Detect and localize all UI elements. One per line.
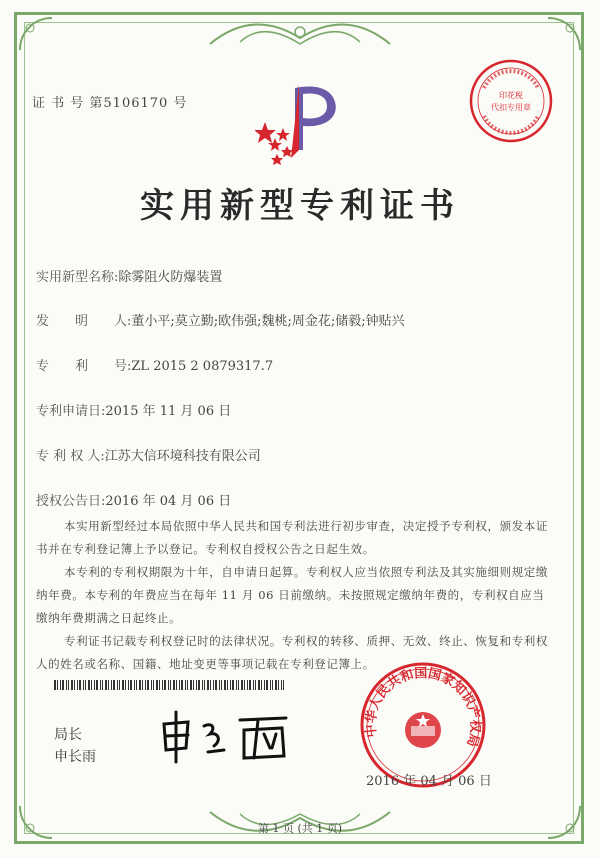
barcode-bar [241, 680, 243, 690]
field-label: 专利申请日: [36, 404, 106, 419]
barcode-bar [210, 680, 211, 690]
barcode-bar [187, 680, 188, 690]
barcode-bar [147, 680, 149, 690]
barcode-bar [77, 680, 78, 690]
barcode-bar [283, 680, 284, 690]
barcode-bar [224, 680, 226, 690]
barcode-bar [125, 680, 126, 690]
barcode-bar [85, 680, 86, 690]
barcode-bar [181, 680, 183, 690]
barcode-bar [128, 680, 129, 690]
barcode-bar [281, 680, 282, 690]
barcode-bar [153, 680, 154, 690]
field-label: 专 利 权 人: [36, 449, 105, 464]
body-paragraph-3: 专利证书记载专利权登记时的法律状况。专利权的转移、质押、无效、终止、恢复和专利权人的姓名或名称、国籍、地址变更等事项记载在专利登记簿上。 [36, 634, 548, 671]
field-value: 2016 年 04 月 06 日 [105, 494, 232, 509]
barcode-bar [249, 680, 251, 690]
barcode-bar [207, 680, 209, 690]
barcode-bar [102, 680, 103, 690]
barcode-bar [176, 680, 177, 690]
field-label: 发 明 人: [36, 314, 132, 329]
handwritten-signature [158, 708, 298, 764]
barcode-bar [94, 680, 95, 690]
barcode-bar [213, 680, 214, 690]
top-ornament [200, 14, 400, 52]
field-patent-number [36, 355, 273, 374]
barcode-bar [264, 680, 265, 690]
field-label: 授权公告日: [36, 494, 106, 509]
body-paragraph-2: 本专利的专利权期限为十年，自申请日起算。专利权人应当依照专利法及其实施细则规定缴纳年费。本专利的年费应当在每年 11 月 06 日前缴纳。未按照规定缴纳年费的，专利权自应当缴纳年费期满之日起终止。 [36, 565, 548, 625]
field-value: ZL 2015 2 0879317.7 [131, 359, 274, 374]
field-application-date [36, 400, 231, 419]
barcode-bar [236, 680, 237, 690]
barcode-bar [227, 680, 228, 690]
barcode [54, 680, 284, 690]
barcode-bar [142, 680, 143, 690]
body-paragraph-1: 本实用新型经过本局依照中华人民共和国专利法进行初步审查，决定授予专利权，颁发本证书并在专利登记簿上予以登记。专利权自授权公告之日起生效。 [36, 519, 548, 556]
signature-name: 申长雨 [54, 749, 96, 765]
field-label: 专 利 号: [36, 359, 132, 374]
barcode-bar [196, 680, 197, 690]
barcode-bar [136, 680, 137, 690]
barcode-bar [173, 680, 175, 690]
barcode-bar [215, 680, 217, 690]
barcode-bar [253, 680, 254, 690]
patent-office-logo [255, 80, 345, 165]
barcode-bar [270, 680, 271, 690]
issue-date: 2016 年 04 月 06 日 [366, 774, 492, 789]
barcode-bar [164, 680, 166, 690]
barcode-bar [244, 680, 245, 690]
certificate-number: 证 书 号 第5106170 号 [32, 96, 188, 111]
signature-title: 局长 [54, 727, 82, 743]
barcode-bar [60, 680, 61, 690]
barcode-bar [232, 680, 234, 690]
barcode-bar [258, 680, 260, 690]
barcode-bar [117, 680, 118, 690]
corner-ornament-tl [16, 14, 56, 54]
barcode-bar [261, 680, 262, 690]
field-value: 2015 年 11 月 06 日 [105, 404, 232, 419]
barcode-bar [57, 680, 58, 690]
corner-ornament-tr [544, 14, 584, 54]
barcode-bar [119, 680, 120, 690]
barcode-bar [202, 680, 203, 690]
barcode-bar [230, 680, 231, 690]
field-utility-name [36, 266, 222, 285]
barcode-bar [272, 680, 273, 690]
barcode-bar [91, 680, 92, 690]
barcode-bar [193, 680, 194, 690]
barcode-bar [198, 680, 200, 690]
certificate-body [36, 515, 556, 676]
barcode-bar [238, 680, 239, 690]
barcode-bar [96, 680, 98, 690]
barcode-bar [266, 680, 268, 690]
barcode-bar [278, 680, 279, 690]
barcode-bar [62, 680, 64, 690]
barcode-bar [168, 680, 169, 690]
barcode-bar [255, 680, 256, 690]
barcode-bar [74, 680, 75, 690]
barcode-bar [145, 680, 146, 690]
barcode-bar [151, 680, 152, 690]
tax-stamp [468, 58, 554, 144]
field-label: 实用新型名称: [36, 270, 119, 285]
barcode-bar [162, 680, 163, 690]
barcode-bar [139, 680, 141, 690]
barcode-bar [100, 680, 101, 690]
barcode-bar [134, 680, 135, 690]
field-value: 董小平;莫立勤;欧伟强;魏桃;周金花;储毅;钟贴兴 [131, 314, 405, 329]
svg-text:印花税: 印花税 [499, 91, 523, 100]
barcode-bar [105, 680, 107, 690]
barcode-bar [113, 680, 115, 690]
field-patentee [36, 445, 261, 464]
barcode-bar [170, 680, 171, 690]
barcode-bar [275, 680, 277, 690]
barcode-bar [159, 680, 160, 690]
barcode-bar [190, 680, 192, 690]
barcode-bar [108, 680, 109, 690]
field-value: 除雾阻火防爆装置 [118, 270, 223, 285]
barcode-bar [71, 680, 73, 690]
barcode-bar [54, 680, 56, 690]
barcode-bar [66, 680, 67, 690]
barcode-bar [179, 680, 180, 690]
barcode-bar [156, 680, 158, 690]
svg-text:代扣专用章: 代扣专用章 [491, 103, 531, 112]
barcode-bar [185, 680, 186, 690]
barcode-bar [204, 680, 205, 690]
barcode-bar [83, 680, 84, 690]
barcode-bar [79, 680, 81, 690]
barcode-bar [122, 680, 124, 690]
barcode-bar [130, 680, 132, 690]
field-inventors [36, 310, 405, 329]
seal-text: 中华人民共和国国家知识产权局 [363, 666, 483, 749]
barcode-bar [247, 680, 248, 690]
barcode-bar [111, 680, 112, 690]
barcode-bar [68, 680, 69, 690]
barcode-bar [219, 680, 220, 690]
field-value: 江苏大信环境科技有限公司 [104, 449, 261, 464]
barcode-bar [221, 680, 222, 690]
page-footer: 第 1 页 (共 1 页) [257, 822, 343, 835]
barcode-bar [88, 680, 90, 690]
certificate-title: 实用新型专利证书 [140, 186, 460, 226]
field-grant-date [36, 490, 231, 509]
